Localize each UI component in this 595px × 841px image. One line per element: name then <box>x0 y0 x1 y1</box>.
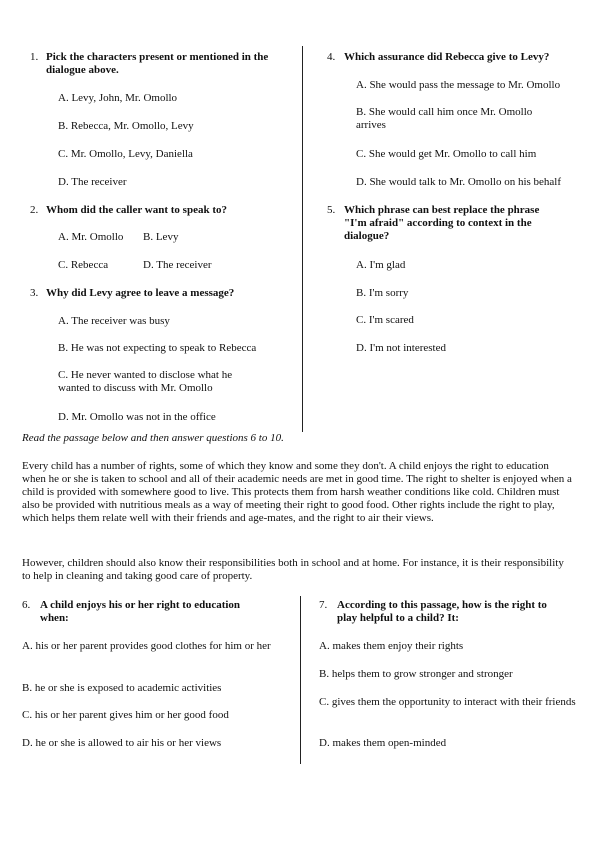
option-c: C. He never wanted to disclose what he wanted to discuss with Mr. Omollo <box>58 369 233 394</box>
option-d: D. The receiver <box>58 176 127 188</box>
question-text: Which assurance did Rebecca give to Levy? <box>344 51 550 63</box>
question-text: According to this passage, how is the right to play helpful to a child? It: <box>337 599 547 624</box>
option-d: D. I'm not interested <box>356 342 446 354</box>
option-d: D. he or she is allowed to air his or her views <box>22 737 222 749</box>
option-c: C. his or her parent gives him or her good food <box>22 709 229 721</box>
question-number: 6. <box>22 599 31 611</box>
question-text: Which phrase can best replace the phrase "I'm afraid" according to context in the dialogue? <box>344 204 540 242</box>
option-c: C. Mr. Omollo, Levy, Daniella <box>58 148 193 160</box>
question-number: 7. <box>319 599 328 611</box>
option-c: C. She would get Mr. Omollo to call him <box>356 148 537 160</box>
question-number: 3. <box>30 287 39 299</box>
option-a: A. The receiver was busy <box>58 315 170 327</box>
question-text: Whom did the caller want to speak to? <box>46 204 227 216</box>
option-a: A. makes them enjoy their rights <box>319 640 464 652</box>
option-a: A. Mr. Omollo <box>58 231 124 243</box>
question-number: 1. <box>30 51 39 63</box>
option-b: B. I'm sorry <box>356 287 409 299</box>
option-a: A. She would pass the message to Mr. Omollo <box>356 79 561 91</box>
option-d: D. Mr. Omollo was not in the office <box>58 411 216 423</box>
option-c: C. Rebecca <box>58 259 109 271</box>
option-d: D. The receiver <box>143 259 212 271</box>
option-b: B. Rebecca, Mr. Omollo, Levy <box>58 120 194 132</box>
question-text: A child enjoys his or her right to education when: <box>40 599 241 624</box>
option-a: A. Levy, John, Mr. Omollo <box>58 92 178 104</box>
question-text: Why did Levy agree to leave a message? <box>46 287 235 299</box>
question-number: 2. <box>30 204 39 216</box>
option-b: B. Levy <box>143 231 179 243</box>
passage-paragraph-1: Every child has a number of rights, some of which they know and some they don't. A child enjoys the right to education when he or she is taken to school and all of their academic needs are met in good time. The right to shelter is enjoyed when a child is provided with somewhere good to live. This protects them from harsh weather conditions like cold. Children must also be provided with nutritious meals as a way of meeting their right to good food. Other rights include the right to play, which helps them relate well with their friends and age-mates, and the right to air their views. <box>22 460 572 524</box>
passage-instruction: Read the passage below and then answer questions 6 to 10. <box>22 432 284 444</box>
passage-paragraph-2: However, children should also know their responsibilities both in school and at home. For instance, it is their responsibility to help in cleaning and taking good care of property. <box>22 557 564 582</box>
option-c: C. I'm scared <box>356 314 414 326</box>
option-b: B. helps them to grow stronger and stronger <box>319 668 513 680</box>
option-b: B. He was not expecting to speak to Rebecca <box>58 342 257 354</box>
option-d: D. She would talk to Mr. Omollo on his behalf <box>356 176 562 188</box>
option-c: C. gives them the opportunity to interact with their friends <box>319 696 576 708</box>
option-b: B. he or she is exposed to academic activities <box>22 682 222 694</box>
column-divider-bottom <box>300 596 301 764</box>
option-b: B. She would call him once Mr. Omollo arrives <box>356 106 533 131</box>
option-a: A. I'm glad <box>356 259 406 271</box>
column-divider-top <box>302 46 303 432</box>
option-d: D. makes them open-minded <box>319 737 447 749</box>
question-number: 5. <box>327 204 336 216</box>
question-text: Pick the characters present or mentioned in the dialogue above. <box>46 51 269 76</box>
option-a: A. his or her parent provides good clothes for him or her <box>22 640 271 652</box>
question-number: 4. <box>327 51 336 63</box>
